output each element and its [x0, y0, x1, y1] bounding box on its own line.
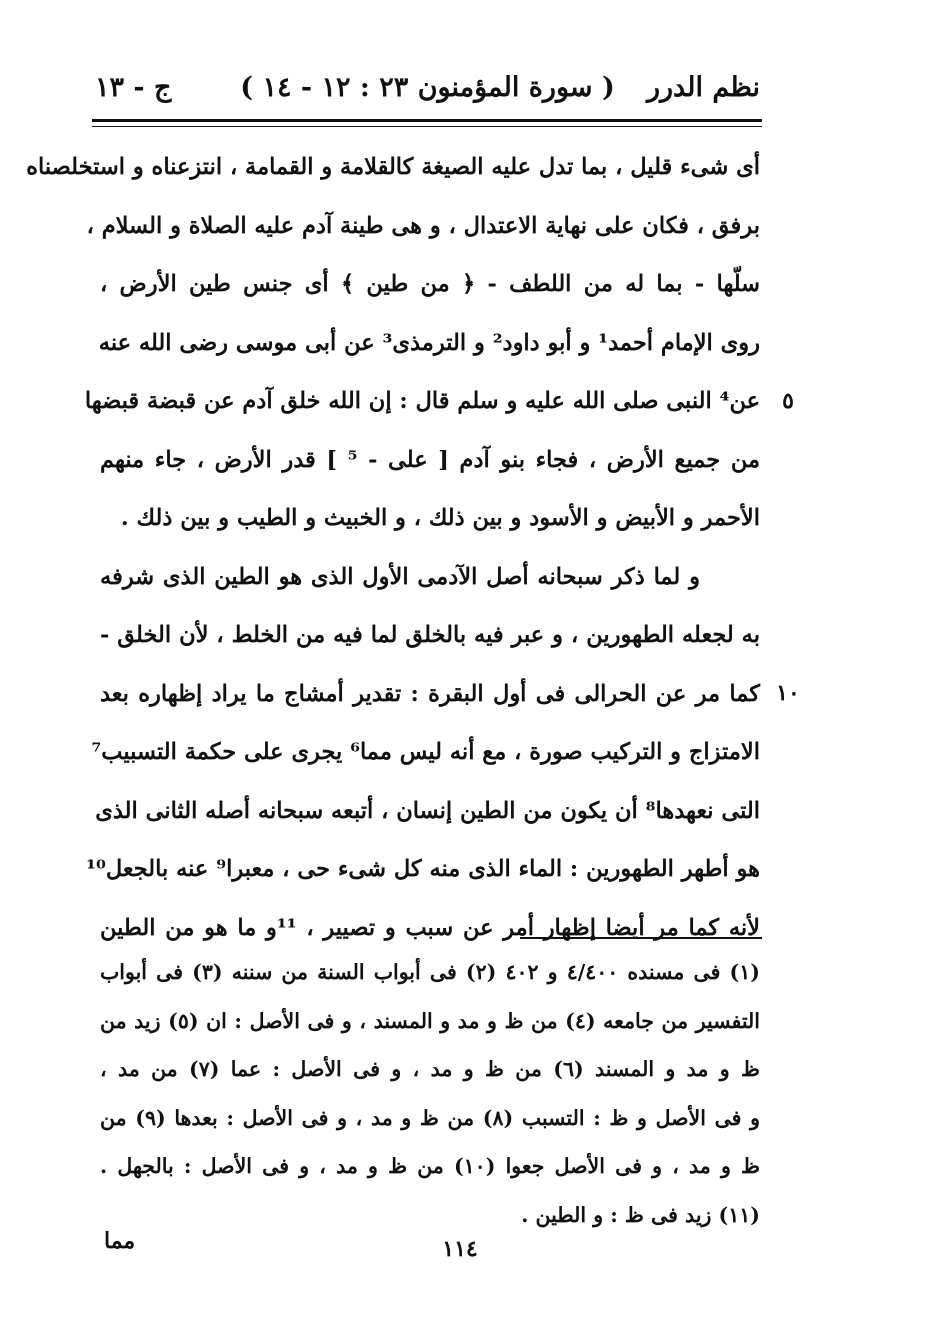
line-number-10: ١٠ [776, 680, 800, 706]
footnotes [100, 948, 760, 1239]
catchword: مما [104, 1228, 136, 1254]
text-line: الأحمر و الأبيض و الأسود و بين ذلك ، و الخبيث و الطيب و بين ذلك . [120, 505, 760, 531]
footnote-line: التفسير من جامعه (٤) من ظ و مد و المسند ، و فى الأصل : ان (٥) زيد من [100, 1008, 760, 1033]
text-line: عن⁴ النبى صلى الله عليه و سلم قال : إن الله خلق آدم عن قبضة قبضها [84, 388, 760, 414]
text-line: أى شىء قليل ، بما تدل عليه الصيغة كالقلامة و القمامة ، انتزعناه و استخلصناه [26, 154, 760, 180]
footnote-line: ظ و مد و المسند (٦) من ظ و مد ، و فى الأصل : عما (٧) من مد ، [100, 1057, 760, 1081]
text-line: روى الإمام أحمد¹ و أبو داود² و الترمذى³ عن أبى موسى رضى الله عنه [98, 329, 760, 356]
footnote-rule [520, 937, 762, 939]
footnote-line: (١١) زيد فى ظ : و الطين . [521, 1202, 760, 1227]
volume-reference: ج - ١٣ [95, 72, 172, 103]
text-line: الامتزاج و التركيب صورة ، مع أنه ليس مما⁶ يجرى على حكمة التسبيب⁷ [91, 739, 760, 765]
footnote-line: (١) فى مسنده ٤/٤٠٠ و ٤٠٢ (٢) فى أبواب السنة من سننه (٣) فى أبواب [100, 960, 760, 984]
page-number: ١١٤ [442, 1236, 478, 1262]
text-line: برفق ، فكان على نهاية الاعتدال ، و هى طينة آدم عليه الصلاة و السلام ، [86, 212, 760, 239]
book-title: نظم الدرر [646, 72, 760, 103]
text-line: سلّها - بما له من اللطف - ﴿ من طين ﴾ أى جنس طين الأرض ، [100, 271, 760, 297]
header-rule-thin [92, 126, 762, 127]
header-rule [92, 119, 762, 122]
text-line: كما مر عن الحرالى فى أول البقرة : تقدير أمشاج ما يراد إظهاره بعد [100, 680, 760, 707]
footnote-line: ظ و مد ، و فى الأصل جعوا (١٠) من ظ و مد ، و فى الأصل : بالجهل . [100, 1154, 760, 1178]
running-header [95, 68, 760, 112]
text-line: به لجعله الطهورين ، و عبر فيه بالخلق لما فيه من الخلط ، لأن الخلق - [100, 622, 760, 648]
footnote-line: و فى الأصل و ظ : التسبب (٨) من ظ و مد ، و فى الأصل : بعدها (٩) من [100, 1105, 761, 1130]
text-line: التى نعهدها⁸ أن يكون من الطين إنسان ، أتبعه سبحانه أصله الثانى الذى [95, 797, 760, 824]
surah-reference: ( سورة المؤمنون ٢٣ : ١٢ - ١٤ ) [240, 72, 615, 103]
main-text [26, 138, 760, 957]
text-line: لأنه كما مر أيضا إظهار أمر عن سبب و تصيير ، ¹¹و ما هو من الطين [100, 914, 760, 941]
text-line: هو أطهر الطهورين : الماء الذى منه كل شىء حى ، معبرا⁹ عنه بالجعل¹⁰ [86, 856, 760, 882]
text-line: من جميع الأرض ، فجاء بنو آدم [ على - ⁵ ] قدر الأرض ، جاء منهم [100, 446, 760, 473]
text-line: و لما ذكر سبحانه أصل الآدمى الأول الذى هو الطين الذى شرفه [100, 563, 700, 590]
line-number-5: ٥ [782, 388, 794, 414]
